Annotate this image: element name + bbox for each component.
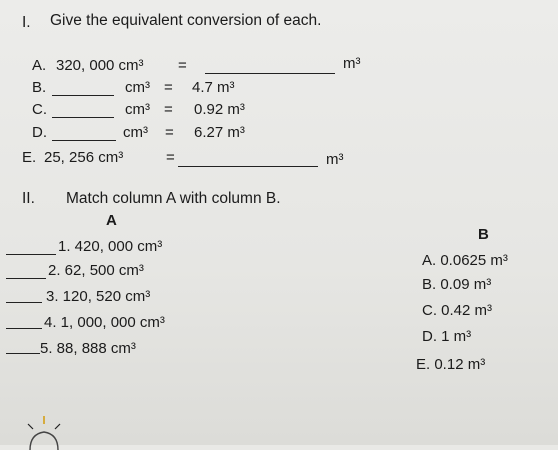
column-a-header: A <box>106 212 117 229</box>
item-e-equals: = <box>166 149 175 166</box>
item-b-unit: cm³ <box>125 79 150 96</box>
item-c-unit: cm³ <box>125 101 150 118</box>
item-e-given: 25, 256 cm³ <box>44 149 124 166</box>
column-b-header: B <box>478 226 489 243</box>
item-c-letter: C. <box>32 101 47 118</box>
item-b-letter: B. <box>32 79 47 96</box>
item-b-value: 4.7 m³ <box>192 79 235 96</box>
item-b-answer-blank[interactable] <box>52 95 114 96</box>
item-a-answer-blank[interactable] <box>205 73 335 74</box>
item-e-letter: E. <box>22 149 37 166</box>
column-b-item-c: C. 0.42 m³ <box>422 302 493 319</box>
match-3-answer-blank[interactable] <box>6 302 42 303</box>
item-a-unit: m³ <box>343 55 361 72</box>
match-4-answer-blank[interactable] <box>6 328 42 329</box>
column-a-item-4: 4. 1, 000, 000 cm³ <box>44 314 165 331</box>
item-d-letter: D. <box>32 124 47 141</box>
item-d-unit: cm³ <box>123 124 148 141</box>
section2-instruction: Match column A with column B. <box>66 190 281 207</box>
section1-instruction: Give the equivalent conversion of each. <box>50 12 322 29</box>
column-b-item-a: A. 0.0625 m³ <box>422 252 508 269</box>
item-b-equals: = <box>164 79 173 96</box>
item-e-answer-blank[interactable] <box>178 166 318 167</box>
item-c-equals: = <box>164 101 173 118</box>
column-a-item-3: 3. 120, 520 cm³ <box>46 288 151 305</box>
section1-number: I. <box>22 14 31 31</box>
item-c-answer-blank[interactable] <box>52 117 114 118</box>
column-a-item-1: 1. 420, 000 cm³ <box>58 238 163 255</box>
item-d-answer-blank[interactable] <box>52 140 116 141</box>
item-a-given: 320, 000 cm³ <box>56 57 144 74</box>
match-5-answer-blank[interactable] <box>6 353 40 354</box>
match-2-answer-blank[interactable] <box>6 278 46 279</box>
match-1-answer-blank[interactable] <box>6 254 56 255</box>
column-a-item-5: 5. 88, 888 cm³ <box>40 340 136 357</box>
item-d-equals: = <box>165 124 174 141</box>
item-a-letter: A. <box>32 57 47 74</box>
item-c-value: 0.92 m³ <box>194 101 245 118</box>
column-a-item-2: 2. 62, 500 cm³ <box>48 262 144 279</box>
item-d-value: 6.27 m³ <box>194 124 245 141</box>
item-e-unit: m³ <box>326 151 344 168</box>
item-a-equals: = <box>178 57 187 74</box>
section2-number: II. <box>22 190 35 207</box>
column-b-item-b: B. 0.09 m³ <box>422 276 492 293</box>
column-b-item-e: E. 0.12 m³ <box>416 356 486 373</box>
lightbulb-icon <box>18 410 78 450</box>
column-b-item-d: D. 1 m³ <box>422 328 472 345</box>
